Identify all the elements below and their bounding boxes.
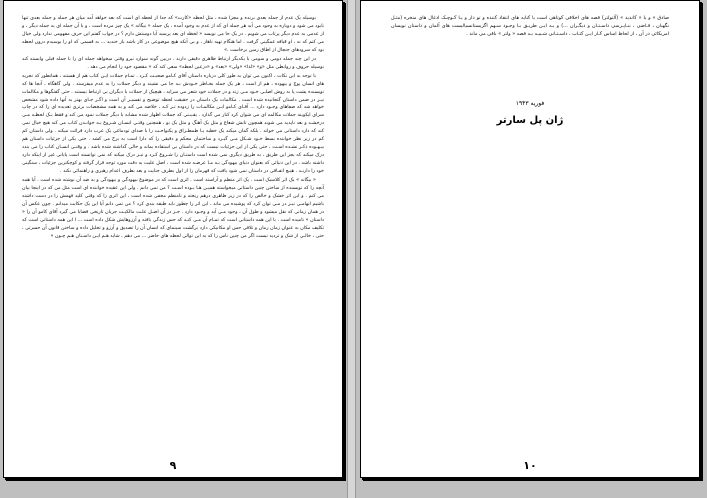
chapter-date: فوریه ۱۹۴۳ xyxy=(515,100,545,107)
page-number: ۱۰ xyxy=(523,459,537,472)
page-number: ۹ xyxy=(169,459,177,472)
book-gutter xyxy=(347,0,356,498)
chapter-title: ژان پل سارتر xyxy=(496,115,564,126)
left-page xyxy=(3,0,343,478)
body-paragraph: بوسیله یک عدم از جمله بعدی برنده و مجزا شده ، مثل لحظه «کارت» که جدا از لحظه ای است که بعد خواهد آمد میان هر جمله و جمله بعدی تنها نابود می شود و دوباره به وجود می آید هر جمله ای که از عدم به وجود آمده ، یک جمله « بیگانه » یک چیز مرده است ، و با آن جمله ای به جمله دیگر ، و از عدمی به عدم دیگر پرتاب می شویم . در یک جا می نویسد « لحظه ای بعد پرسید آیا دوستش دارم ؟ در جواب گفتم این حرف مفهومی ندارد ولی خیال می کنم که نه ، او قیافه غمگینی گرفت . اما هنگام تهیه ناهار ، و بی آنکه هیچ موضوعی در کار باشد باز خندید ... به قسمی که او را بوسیدم درون لحظه بود که سرودهای جنجال از اطاق زمین برخاست .» xyxy=(22,16,324,53)
right-page xyxy=(360,0,700,478)
left-page-body xyxy=(22,15,324,242)
body-paragraph: با توجه به این نکات ، اکنون می توان به طور کلی درباره داستان آقای کـامو صحبـت کـرد . تمـام جملات ایـن کتاب هم از هستند ، همانطور که تجربه های انسان پوچ و بیهوده ، هم از است ، هر یک جمله بخـاطر خـودش بـه جا می نشیند و دیگر جملات را به عدم میفرستد . ولی گاهگاه ، آنجا ها که نویسنده پشت پا به روش اصلـی خـود مـی زند و در جملات خود شعر می سراید ، هیچیک از جملات با دیگران بی ارتباط نیستند . حتی گفتگوها و مکالمات نیـز در ضمن داستان گنجانیده شده است . مکالمات یک داستان در حقیقت لحظه توضیح و تفسیـر آن است و اگـر جـای بهتر به آنها داده شود مشخص خواهد شد که صفاهای وجـود دارد ... آقـای کـامو ایـن مکالمـات را زدوده تـر کـه ، خلاصه می کند و به همه مشخصات برتری تعدیده ای را که در چاپ سرای ایکوینه جملات مکالمه ای می شوان کرد کنار می گذارد . یقـیـنی که جملات اظهار شده مشابه با دیگر جملات نمود می کند و فقط بـک لحظـه مـی درخشـد و بعد ناپدید می شوند همچون تابش شعاع و مثل یک آهنگ و مثل یک بو ، همچنین وقتـی انسـان شـروع بـه خوانـدن کتاب می کند هیچ خیال نمی کند که دارد داستانی می خواند . بلکه گمان میکند یک خطبه یـا طمطـراق و پکنواخـت را با صدای تودماغی یک عرب دارد قرائت میکند . ولی داستان کم کم در زیر نظر خواننده بسط خـود شـکل مـی گیـرد و ساختمان محکم و دقیقی را که دارا است به برخ می کشد . حتی یکی از جزئیات داستان هم بیـهـوده ذکـر نشـده اسـت ، حتی یکی از این جزئیات نیست که در داستان بی استفاده بماند و خالی گذاشته شده باشد . و وقتـی انسـان کتاب را می بندد درک میکند که بجز این طریق ، به طریق دیگری نمی شده است داستـان را شـروع کـرد و نیـز درک میکند که نمی توانسته است پایانی غیر از اینکه دارد داشته باشد . در این دنیائی که بعنوان دنیای بیهودگی بـه مـا عرضـه شده است ، اصل علیت به دقت مورد توجه قرار گرفته و کوچکترین جزئیات ، سنگینی خود را دارنـد . هیـچ اتفـاقی در داستان نمی شود یافت که قهرمان را از اول بطرف جنایت و بعد بطرف اعدام رهبری و راهنمائی نکند . xyxy=(22,73,324,175)
body-paragraph: در این چند جمله دومی و سومی با یکدیگر ارتباط ظاهری دقیقی دارند . دربین گونه سوارد نیرو وقتی میخواهد جمله ای را با جمله قبلی وابسته کند بوسیله حروف و روابطی مثل «و» «لذا» «ولی» «بعد» و «درعین لحظه» سعی کند که « مقصود خود را انجام می دهد . xyxy=(22,56,324,70)
body-paragraph: « بیگانه » یک اثر کلاسیک است . یک اثر منظم و آراسته است . اثری است که در موضوع بیهودگی و بیهودگی و به ضد آن نوشته شده است . آیا همه آنچه را که نویسنده از ساختن چنین داستانی میخواسته همیـن هـا بـوده اسـت ؟ من نمی دانم . ولی این عقیده خواننده ای است مثل من که در اینجا بیان می کنم . و این اثر خشک و خالص را که در زیر ظاهری درهم ریخته و نامنظم مخفی شده است ، این اثری را که وقتی کلید فهمش را در دست داشته باشیم ابهامـی نیـز در مـی توان کرد که پوشیده می ماند ، این اثر را چطور باید طبقه بندی کرد ؟ من نمی دانم آیا این یک حکایت میدانم . چون عکس آن در همان زمانی که نقل میشود و طول آن ، وجود مـی آید و وجـود دارد . جـز در آن اصـل علـت مالکیـت جریان تاریخی قضایا می گیرد آقای کامو آن را « داستان » نامیده است . با این همه داستانی است که تمـام آن مـی کنـد که حس زندگی یافته و آرزوهایش شکل داده است ... ا این همه داستانی است که تکلیف مکان به عنوان زمان رمان و تلافی حس او مکانیکی دارد برگشت سینمای که انسان آن را تصدیق و آرزو و تحلیل داده و ساختن قانون آن حسرتی ، حتی ، خالـی از شک و تردید نیست اگر من چنین ناس را که به این توالی لحظه های حاضر ... می دهم ، شاید هـم ایـن داسـتان هـم چـون « xyxy=(22,178,324,239)
right-page-intro: صادق » و یا « کاندید » (آلتولتر) قصه های اخلاقی کوتاهی است با کنایه های انتقاد کننده و تو دار و یـا کـوچـک ادغال های منخره (مثـل نگهبان ، قـاضی ، بنـاپـرسی داسـتـان و دیگـران ...) و بـه ایـن طریـق بـا وجـود سـهم اگزیستانسیالیست های آلمان و داستان نویسان امریکائی در آن ، از لحاظ اساس کـار ایـن کتـاب ، داسـتـانی شـبیـه بـه قصه « ولتر » باقی می ماند . xyxy=(391,15,669,37)
